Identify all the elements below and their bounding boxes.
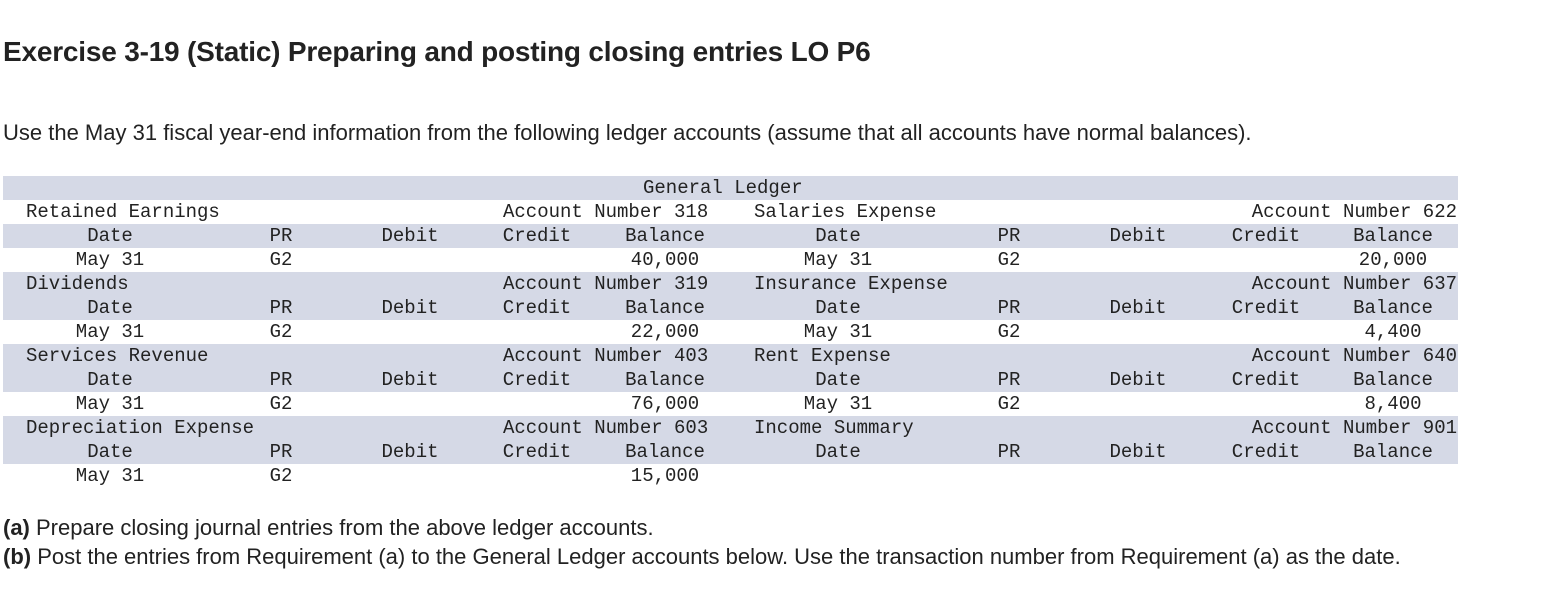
- account-number: Account Number 603: [503, 417, 709, 439]
- entry-date: May 31: [75, 465, 145, 487]
- entry-balance: 40,000: [630, 249, 700, 271]
- col-pr: PR: [997, 441, 1021, 463]
- col-credit: Credit: [502, 297, 572, 319]
- account-name-row: [3, 200, 1458, 224]
- col-debit: Debit: [1109, 225, 1167, 247]
- account-name: Retained Earnings: [26, 201, 220, 223]
- col-balance: Balance: [625, 297, 705, 319]
- col-debit: Debit: [1109, 297, 1167, 319]
- col-debit: Debit: [381, 297, 439, 319]
- entry-balance: 22,000: [630, 321, 700, 343]
- col-date: Date: [815, 369, 861, 391]
- entry-row: [3, 392, 1458, 416]
- account-name: Rent Expense: [754, 345, 891, 367]
- account-number: Account Number 901: [1251, 417, 1457, 439]
- column-header-row: [3, 224, 1458, 248]
- col-balance: Balance: [1353, 297, 1433, 319]
- requirement-b: [3, 542, 1503, 571]
- requirement-b-text: Post the entries from Requirement (a) to the General Ledger accounts below. Use the transaction number from Requirement (a) as the date.: [31, 544, 1401, 569]
- requirement-a-text: Prepare closing journal entries from the above ledger accounts.: [29, 515, 654, 540]
- entry-balance: 20,000: [1358, 249, 1428, 271]
- entry-date: May 31: [803, 249, 873, 271]
- entry-pr: G2: [269, 393, 293, 415]
- ledger-heading: General Ledger: [643, 177, 803, 199]
- account-name: Services Revenue: [26, 345, 209, 367]
- col-debit: Debit: [381, 225, 439, 247]
- entry-pr: G2: [269, 321, 293, 343]
- entry-date: May 31: [803, 321, 873, 343]
- col-credit: Credit: [1231, 225, 1301, 247]
- account-name: Income Summary: [754, 417, 914, 439]
- account-number: Account Number 640: [1251, 345, 1457, 367]
- col-balance: Balance: [625, 225, 705, 247]
- col-balance: Balance: [1353, 369, 1433, 391]
- col-balance: Balance: [1353, 225, 1433, 247]
- account-name: Dividends: [26, 273, 129, 295]
- col-pr: PR: [269, 297, 293, 319]
- entry-pr: G2: [269, 465, 293, 487]
- col-pr: PR: [997, 225, 1021, 247]
- col-credit: Credit: [1231, 441, 1301, 463]
- entry-pr: G2: [997, 393, 1021, 415]
- col-balance: Balance: [625, 369, 705, 391]
- requirement-a: [3, 513, 1503, 542]
- entry-row: [3, 320, 1458, 344]
- col-date: Date: [87, 441, 133, 463]
- general-ledger: [3, 176, 1458, 488]
- col-debit: Debit: [381, 369, 439, 391]
- col-date: Date: [815, 225, 861, 247]
- account-name-row: [3, 416, 1458, 440]
- col-date: Date: [87, 225, 133, 247]
- col-pr: PR: [269, 441, 293, 463]
- col-date: Date: [815, 297, 861, 319]
- entry-row: [3, 464, 1458, 488]
- entry-date: May 31: [75, 249, 145, 271]
- col-credit: Credit: [1231, 297, 1301, 319]
- col-debit: Debit: [381, 441, 439, 463]
- col-date: Date: [815, 441, 861, 463]
- account-name-row: [3, 344, 1458, 368]
- col-pr: PR: [997, 297, 1021, 319]
- entry-date: May 31: [75, 321, 145, 343]
- account-number: Account Number 319: [503, 273, 709, 295]
- col-credit: Credit: [1231, 369, 1301, 391]
- entry-pr: G2: [997, 249, 1021, 271]
- column-header-row: [3, 368, 1458, 392]
- entry-balance: 8,400: [1364, 393, 1422, 415]
- col-pr: PR: [997, 369, 1021, 391]
- account-name: Salaries Expense: [754, 201, 937, 223]
- column-header-row: [3, 296, 1458, 320]
- requirement-a-label: (a): [3, 515, 30, 540]
- entry-pr: G2: [997, 321, 1021, 343]
- entry-row: [3, 248, 1458, 272]
- col-pr: PR: [269, 225, 293, 247]
- entry-balance: 15,000: [630, 465, 700, 487]
- col-credit: Credit: [502, 441, 572, 463]
- entry-date: May 31: [75, 393, 145, 415]
- col-debit: Debit: [1109, 369, 1167, 391]
- account-number: Account Number 318: [503, 201, 709, 223]
- col-balance: Balance: [1353, 441, 1433, 463]
- account-number: Account Number 637: [1251, 273, 1457, 295]
- ledger-heading-row: [3, 176, 1458, 200]
- account-name-row: [3, 272, 1458, 296]
- col-credit: Credit: [502, 369, 572, 391]
- requirements: [3, 513, 1503, 571]
- page-title: Exercise 3-19 (Static) Preparing and posting closing entries LO P6: [3, 36, 871, 67]
- col-balance: Balance: [625, 441, 705, 463]
- entry-date: May 31: [803, 393, 873, 415]
- account-number: Account Number 403: [503, 345, 709, 367]
- col-debit: Debit: [1109, 441, 1167, 463]
- entry-balance: 76,000: [630, 393, 700, 415]
- intro-text: Use the May 31 fiscal year-end information from the following ledger accounts (assume that all accounts have normal balances).: [3, 120, 1252, 145]
- entry-pr: G2: [269, 249, 293, 271]
- entry-balance: 4,400: [1364, 321, 1422, 343]
- col-credit: Credit: [502, 225, 572, 247]
- account-number: Account Number 622: [1251, 201, 1457, 223]
- requirement-b-label: (b): [3, 544, 32, 569]
- col-date: Date: [87, 297, 133, 319]
- col-date: Date: [87, 369, 133, 391]
- account-name: Depreciation Expense: [26, 417, 255, 439]
- col-pr: PR: [269, 369, 293, 391]
- column-header-row: [3, 440, 1458, 464]
- account-name: Insurance Expense: [754, 273, 948, 295]
